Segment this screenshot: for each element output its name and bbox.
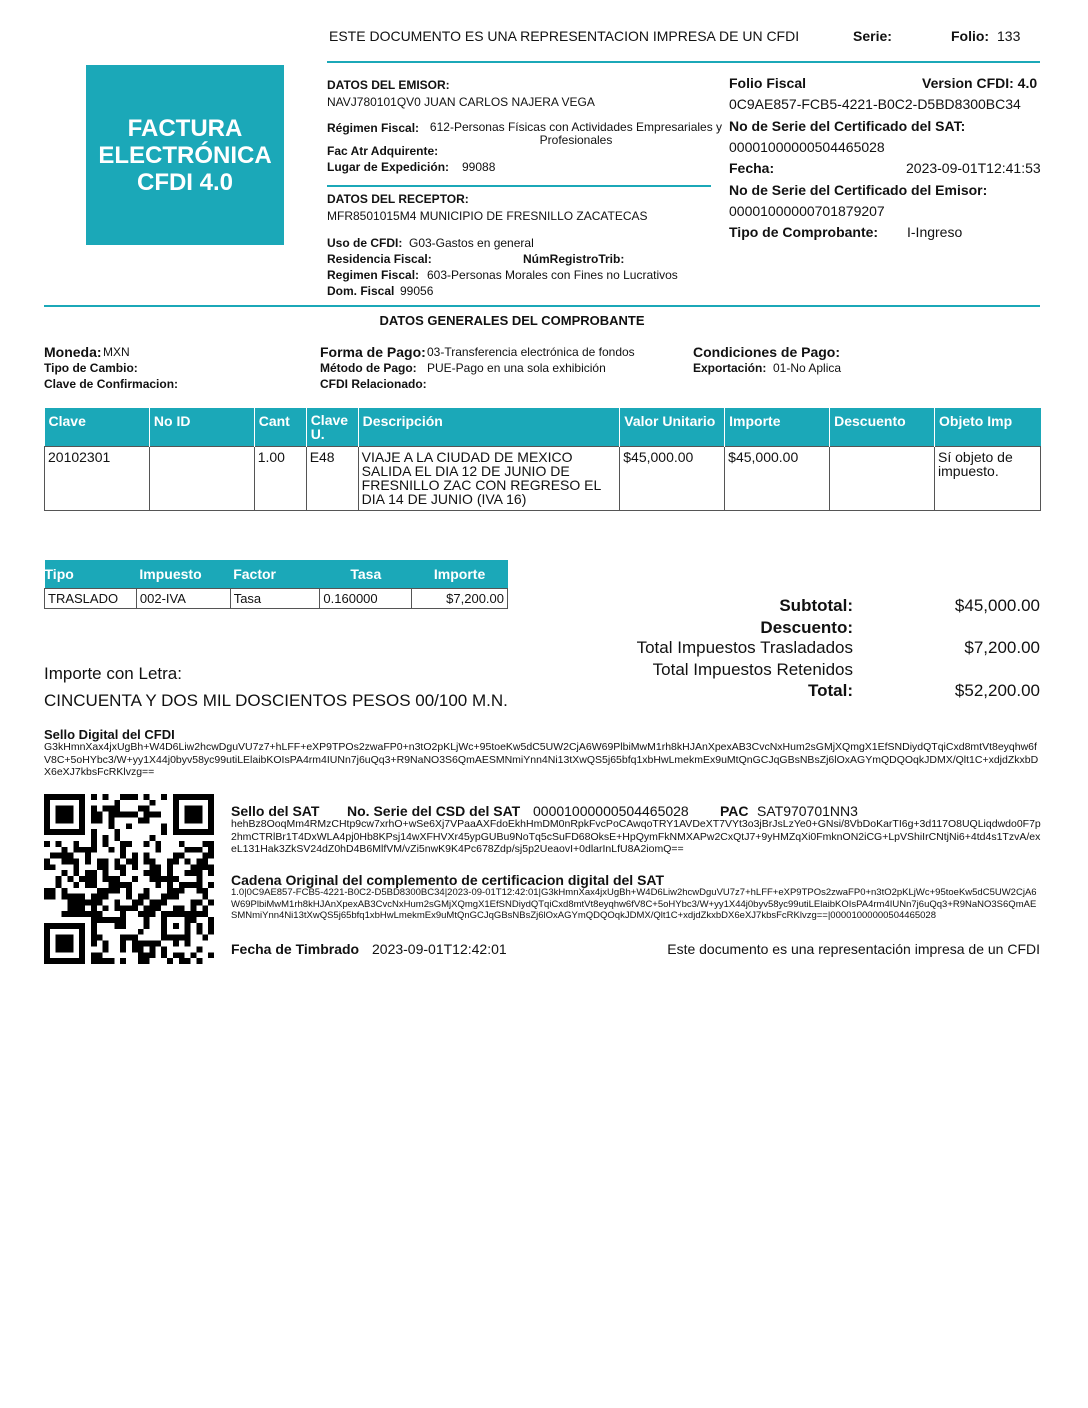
- tax-cell-factor: Tasa: [230, 589, 320, 609]
- descuento-label: Descuento:: [760, 618, 853, 637]
- subtotal-label: Subtotal:: [779, 596, 853, 615]
- emisor-regimen-label: Régimen Fiscal:: [327, 121, 420, 135]
- metodo-pago-label: Método de Pago:: [320, 361, 417, 375]
- items-header-row: [45, 408, 1041, 447]
- numreg-label: NúmRegistroTrib:: [523, 252, 625, 266]
- pac-value: SAT970701NN3: [757, 803, 858, 819]
- receptor-regimen-label: Regimen Fiscal:: [327, 268, 420, 282]
- lugar-value: 99088: [462, 160, 496, 174]
- tax-cell-tasa: 0.160000: [320, 589, 412, 609]
- cell-descuento: [830, 447, 935, 511]
- col-importe: Importe: [725, 408, 830, 447]
- serie-label: Serie:: [853, 28, 892, 44]
- moneda-value: MXN: [103, 345, 130, 359]
- csd-sat-label: No. Serie del CSD del SAT: [347, 803, 521, 819]
- receptor-title: DATOS DEL RECEPTOR:: [327, 192, 469, 206]
- folio-fiscal-label: Folio Fiscal: [729, 75, 807, 91]
- sello-cfdi-label: Sello Digital del CFDI: [44, 727, 175, 742]
- clave-confirmacion-label: Clave de Confirmacion:: [44, 377, 179, 391]
- col-no-id: No ID: [149, 408, 254, 447]
- emisor-divider: [327, 185, 711, 187]
- cell-importe: $45,000.00: [725, 447, 830, 511]
- retenidos-label: Total Impuestos Retenidos: [652, 660, 853, 679]
- fecha-timbrado-label: Fecha de Timbrado: [231, 941, 360, 957]
- tipo-comprobante-label: Tipo de Comprobante:: [729, 224, 879, 240]
- forma-pago-label: Forma de Pago:: [320, 344, 426, 360]
- exportacion-value: 01-No Aplica: [773, 361, 842, 375]
- lugar-label: Lugar de Expedición:: [327, 160, 450, 174]
- traslados-label: Total Impuestos Trasladados: [636, 638, 853, 657]
- sello-sat-value: hehBz8OoqMm4RMzCHtp9cw7xrhO+wSe6Xj7VPaaAXFdoEkhHmDM0nRpkFvcPoCAwqoTRY1AVDeXT7VYt3o3jBrJsLzYe0+GNsi/8VbDoKarTI6g+3d117O8UQLiqdwdo0F7p2hmCTRlBr1T4DxWLA4pj0Hb8KPsj14wXFHVXr45ypGUBu9NoTq5cSuFD68OksE+HpQymFkNMXAPw2CxQtJ7+9yHMZqXi0FmknON2iCG+LpVShiIrCNtjNi6+4td4s1TzvA/exeL131Hak3ZkSV24dZ0hD4B6MlfVM/vZi5nwK9K4Pc678Zdp/sj5p2UeaovI+0dlarInLfU8A2iomQ==: [231, 818, 1041, 855]
- cert-emisor-label: No de Serie del Certificado del Emisor:: [729, 182, 988, 198]
- logo-line-3: CFDI 4.0: [136, 168, 234, 196]
- tax-col-tasa: Tasa: [320, 560, 412, 589]
- tipo-comprobante-value: I-Ingreso: [907, 224, 963, 240]
- receptor-name: MFR8501015M4 MUNICIPIO DE FRESNILLO ZACATECAS: [327, 209, 648, 223]
- col-clave: Clave: [45, 408, 150, 447]
- fac-atr-label: Fac Atr Adquirente:: [327, 144, 439, 158]
- cert-sat-label: No de Serie del Certificado del SAT:: [729, 118, 966, 134]
- cell-objeto-imp: Sí objeto de impuesto.: [935, 447, 1041, 511]
- importe-letra-value: CINCUENTA Y DOS MIL DOSCIENTOS PESOS 00/100 M.N.: [44, 691, 508, 710]
- cfdi-notice: ESTE DOCUMENTO ES UNA REPRESENTACION IMPRESA DE UN CFDI: [329, 28, 800, 44]
- col-clave-u: Clave U.: [306, 408, 358, 447]
- cert-sat-value: 00001000000504465028: [729, 139, 885, 155]
- items-table: [44, 408, 1041, 511]
- fecha-timbrado-value: 2023-09-01T12:42:01: [372, 941, 507, 957]
- tax-table: [44, 560, 508, 609]
- traslados-value: $7,200.00: [964, 638, 1040, 657]
- qr-code: [44, 794, 214, 964]
- emisor-regimen-value: 612-Personas Físicas con Actividades Empresariales y Profesionales: [429, 120, 723, 147]
- exportacion-label: Exportación:: [693, 361, 767, 375]
- col-valor-unitario: Valor Unitario: [620, 408, 725, 447]
- residencia-label: Residencia Fiscal:: [327, 252, 432, 266]
- col-objeto-imp: Objeto Imp: [935, 408, 1041, 447]
- section-divider: [44, 305, 1040, 307]
- fecha-value: 2023-09-01T12:41:53: [906, 160, 1041, 176]
- cfdi-relacionado-label: CFDI Relacionado:: [320, 377, 427, 391]
- invoice-logo: [86, 65, 284, 245]
- tax-cell-tipo: TRASLADO: [45, 589, 137, 609]
- tax-col-importe: Importe: [412, 560, 508, 589]
- cadena-original-value: 1.0|0C9AE857-FCB5-4221-B0C2-D5BD8300BC34|2023-09-01T12:42:01|G3kHmnXax4jxUgBh+W4D6Liw2hcwDguVU7z7+hLFF+eXP9TPOs2zwaFP0+n3tO2pKLjWc+95toeKw5dC5UW2CjA6W69PlbiMwM1rh8kHJAnXpexAB3CvcNxHum2sGMjXQmgX1EfSNDiydQTqiCxd8mtVt8eyqhw6fV8C+5oHYbc3/W+yy1X44j0byv58yc99utiLElaibKOIsPA4rm4IUNn7j6uQq3+R9NaNO3S6QmAESMNmiYnn4Ni13tXwQS5j65bfq1xbHwLmekmEx9uMtQnGCJqGBsNBsZj6lOxAGYmQDQOqkJDMX/Qlt1C+xdjdZkxbDX6eXJ7kbsFcRKlvzg==|00001000000504465028: [231, 887, 1037, 921]
- folio-fiscal-value: 0C9AE857-FCB5-4221-B0C2-D5BD8300BC34: [729, 96, 1021, 112]
- cell-valor-unitario: $45,000.00: [620, 447, 725, 511]
- tax-row: [45, 589, 508, 609]
- sello-sat-label: Sello del SAT: [231, 803, 320, 819]
- emisor-title: DATOS DEL EMISOR:: [327, 78, 450, 92]
- general-title: DATOS GENERALES DEL COMPROBANTE: [379, 313, 645, 328]
- tax-col-impuesto: Impuesto: [136, 560, 230, 589]
- version-cfdi: Version CFDI: 4.0: [922, 75, 1038, 91]
- cell-no-id: [149, 447, 254, 511]
- folio-label: Folio:: [951, 28, 990, 44]
- tipo-cambio-label: Tipo de Cambio:: [44, 361, 138, 375]
- emisor-name: NAVJ780101QV0 JUAN CARLOS NAJERA VEGA: [327, 95, 595, 109]
- receptor-regimen-value: 603-Personas Morales con Fines no Lucrativos: [427, 268, 678, 282]
- tax-col-factor: Factor: [230, 560, 320, 589]
- dom-fiscal-value: 99056: [400, 284, 434, 298]
- fecha-label: Fecha:: [729, 160, 775, 176]
- cadena-original-label: Cadena Original del complemento de certificacion digital del SAT: [231, 872, 665, 888]
- moneda-label: Moneda:: [44, 344, 102, 360]
- forma-pago-value: 03-Transferencia electrónica de fondos: [427, 345, 635, 359]
- col-cant: Cant: [254, 408, 306, 447]
- pac-label: PAC: [720, 803, 749, 819]
- tax-cell-importe: $7,200.00: [412, 589, 508, 609]
- col-descripcion: Descripción: [358, 408, 620, 447]
- tax-header-row: [45, 560, 508, 589]
- subtotal-value: $45,000.00: [954, 596, 1040, 615]
- cell-clave-u: E48: [306, 447, 358, 511]
- tax-col-tipo: Tipo: [45, 560, 137, 589]
- logo-line-1: FACTURA: [127, 114, 243, 142]
- header-divider: [327, 61, 1040, 63]
- metodo-pago-value: PUE-Pago en una sola exhibición: [427, 361, 606, 375]
- total-label: Total:: [807, 681, 853, 700]
- uso-cfdi-value: G03-Gastos en general: [409, 236, 534, 250]
- folio-value: 133: [997, 28, 1021, 44]
- total-value: $52,200.00: [954, 681, 1040, 700]
- cert-emisor-value: 00001000000701879207: [729, 203, 885, 219]
- cell-descripcion: VIAJE A LA CIUDAD DE MEXICO SALIDA EL DIA 12 DE JUNIO DE FRESNILLO ZAC CON REGRESO EL DIA 14 DE JUNIO (IVA 16): [358, 447, 620, 511]
- cell-cant: 1.00: [254, 447, 306, 511]
- cell-clave: 20102301: [45, 447, 150, 511]
- condiciones-pago-label: Condiciones de Pago:: [693, 344, 841, 360]
- uso-cfdi-label: Uso de CFDI:: [327, 236, 403, 250]
- col-descuento: Descuento: [830, 408, 935, 447]
- tax-cell-impuesto: 002-IVA: [136, 589, 230, 609]
- table-row: [45, 447, 1041, 511]
- csd-sat-value: 00001000000504465028: [533, 803, 689, 819]
- logo-line-2: ELECTRÓNICA: [98, 141, 272, 169]
- importe-letra-label: Importe con Letra:: [44, 664, 182, 683]
- dom-fiscal-label: Dom. Fiscal: [327, 284, 395, 298]
- footer-note: Este documento es una representación impresa de un CFDI: [667, 941, 1040, 957]
- sello-cfdi-value: G3kHmnXax4jxUgBh+W4D6Liw2hcwDguVU7z7+hLFF+eXP9TPOs2zwaFP0+n3tO2pKLjWc+95toeKw5dC5UW2CjA6W69PlbiMwM1rh8kHJAnXpexAB3CvcNxHum2sGMjXQmgX1EfSNDiydQTqiCxd8mtVt8eyqhw6fV8C+5oHYbc3/W+yy1X44j0byv58yc99utiLElaibKOIsPA4rm4IUNn7j6uQq3+R9NaNO3S6QmAESMNmiYnn4Ni13tXwQS5j65bfq1xbHwLmekmEx9uMtQnGCJqGBsNBsZj6lOxAGYmQDQOqkJDMX/Qlt1C+xdjdZkxbDX6eXJ7kbsFcRKlvzg==: [44, 741, 1039, 778]
